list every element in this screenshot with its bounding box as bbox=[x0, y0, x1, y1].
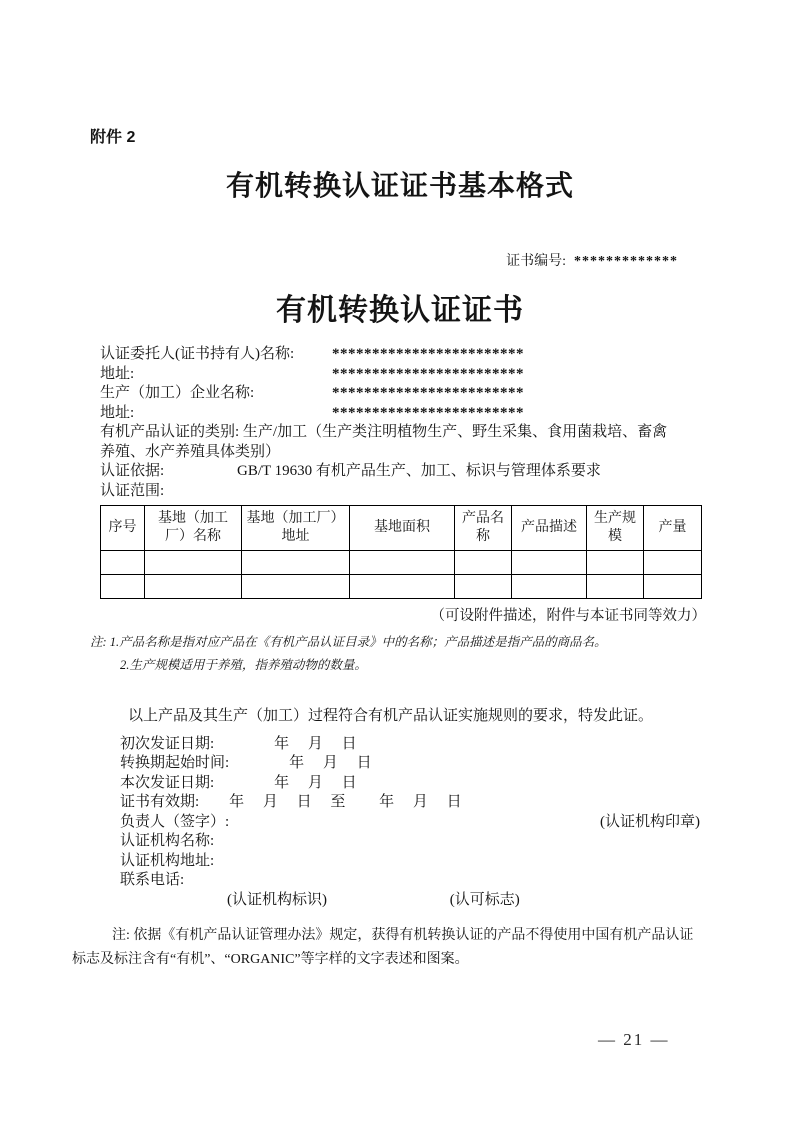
certification-body-address-label: 认证机构地址: bbox=[120, 852, 215, 869]
accreditation-mark-placeholder: (认可标志) bbox=[449, 891, 520, 908]
certification-body-seal-placeholder: (认证机构印章) bbox=[600, 813, 700, 830]
table-header-row bbox=[101, 506, 702, 551]
table-row bbox=[101, 575, 702, 599]
certificate-number-value: ************* bbox=[574, 254, 678, 269]
page-number: — 21 — bbox=[598, 1030, 670, 1049]
field-applicant-name bbox=[100, 345, 700, 365]
signer-label: 负责人（签字）: bbox=[120, 813, 230, 830]
field-label: 地址: bbox=[100, 404, 135, 421]
col-header-base-address: 基地（加工厂）地址 bbox=[242, 506, 350, 551]
certification-scope-label: 认证范围: bbox=[100, 482, 165, 499]
attachment-equivalence-note: （可设附件描述，附件与本证书同等效力） bbox=[430, 608, 706, 624]
first-issue-date-line: 初次发证日期: 年 月 日 bbox=[120, 735, 357, 752]
field-label: 认证委托人(证书持有人)名称: bbox=[100, 346, 295, 362]
field-label: 地址: bbox=[100, 365, 135, 382]
basis-value: GB/T 19630 有机产品生产、加工、标识与管理体系要求 bbox=[237, 463, 601, 479]
logos-line bbox=[100, 891, 700, 911]
certification-basis-line bbox=[100, 462, 700, 482]
field-producer-name bbox=[100, 384, 700, 404]
conversion-start-date-line: 转换期起始时间: 年 月 日 bbox=[120, 755, 372, 771]
certificate-title: 有机转换认证证书 bbox=[276, 294, 524, 327]
col-header-serial: 序号 bbox=[101, 506, 145, 551]
certification-category-line-2: 养殖、水产养殖具体类别） bbox=[100, 443, 281, 460]
validity-period-line: 证书有效期: 年 月 日 至 年 月 日 bbox=[120, 794, 462, 810]
field-label: 生产（加工）企业名称: bbox=[100, 385, 255, 401]
footer-note-line-2: 标志及标注含有“有机”、“ORGANIC”等字样的文字表述和图案。 bbox=[72, 952, 469, 967]
col-header-product-name: 产品名称 bbox=[455, 506, 512, 551]
certification-body-name-label: 认证机构名称: bbox=[120, 833, 215, 849]
contact-phone-label: 联系电话: bbox=[120, 872, 185, 888]
field-value: ************************ bbox=[332, 404, 524, 421]
current-issue-date-line: 本次发证日期: 年 月 日 bbox=[120, 774, 357, 791]
field-value: ************************ bbox=[332, 365, 524, 382]
certification-category-line-1: 有机产品认证的类别: 生产/加工（生产类注明植物生产、野生采集、食用菌栽培、畜禽 bbox=[100, 424, 668, 440]
date-block bbox=[120, 735, 700, 813]
certificate-number-line bbox=[0, 253, 800, 271]
attachment-label: 附件 2 bbox=[90, 129, 136, 146]
certificate-number-label: 证书编号: bbox=[506, 254, 566, 269]
table-note-1: 注: 1.产品名称是指对应产品在《有机产品认证目录》中的名称；产品描述是指产品的商品名。 bbox=[90, 635, 607, 649]
document-title: 有机转换认证证书基本格式 bbox=[225, 171, 574, 202]
col-header-output: 产量 bbox=[644, 506, 702, 551]
table-notes bbox=[90, 631, 700, 677]
certification-body-logo-placeholder: (认证机构标识) bbox=[227, 891, 327, 908]
table-row bbox=[101, 551, 702, 575]
field-applicant-address bbox=[100, 365, 700, 385]
footer-regulation-note bbox=[72, 924, 720, 972]
certificate-body bbox=[72, 345, 706, 972]
col-header-base-area: 基地面积 bbox=[350, 506, 455, 551]
col-header-product-desc: 产品描述 bbox=[512, 506, 587, 551]
field-value: ************************ bbox=[332, 346, 524, 362]
certification-scope-table bbox=[100, 505, 702, 599]
table-note-2: 2.生产规模适用于养殖，指养殖动物的数量。 bbox=[120, 658, 367, 672]
basis-label: 认证依据: bbox=[100, 463, 165, 479]
issuance-statement: 以上产品及其生产（加工）过程符合有机产品认证实施规则的要求，特发此证。 bbox=[128, 708, 654, 724]
signer-line bbox=[120, 813, 700, 833]
col-header-base-name: 基地（加工厂）名称 bbox=[145, 506, 242, 551]
footer-note-line-1: 注: 依据《有机产品认证管理办法》规定，获得有机转换认证的产品不得使用中国有机产品认证 bbox=[112, 928, 694, 943]
col-header-production-scale: 生产规模 bbox=[587, 506, 644, 551]
field-value: ************************ bbox=[332, 385, 524, 401]
field-producer-address bbox=[100, 404, 700, 424]
